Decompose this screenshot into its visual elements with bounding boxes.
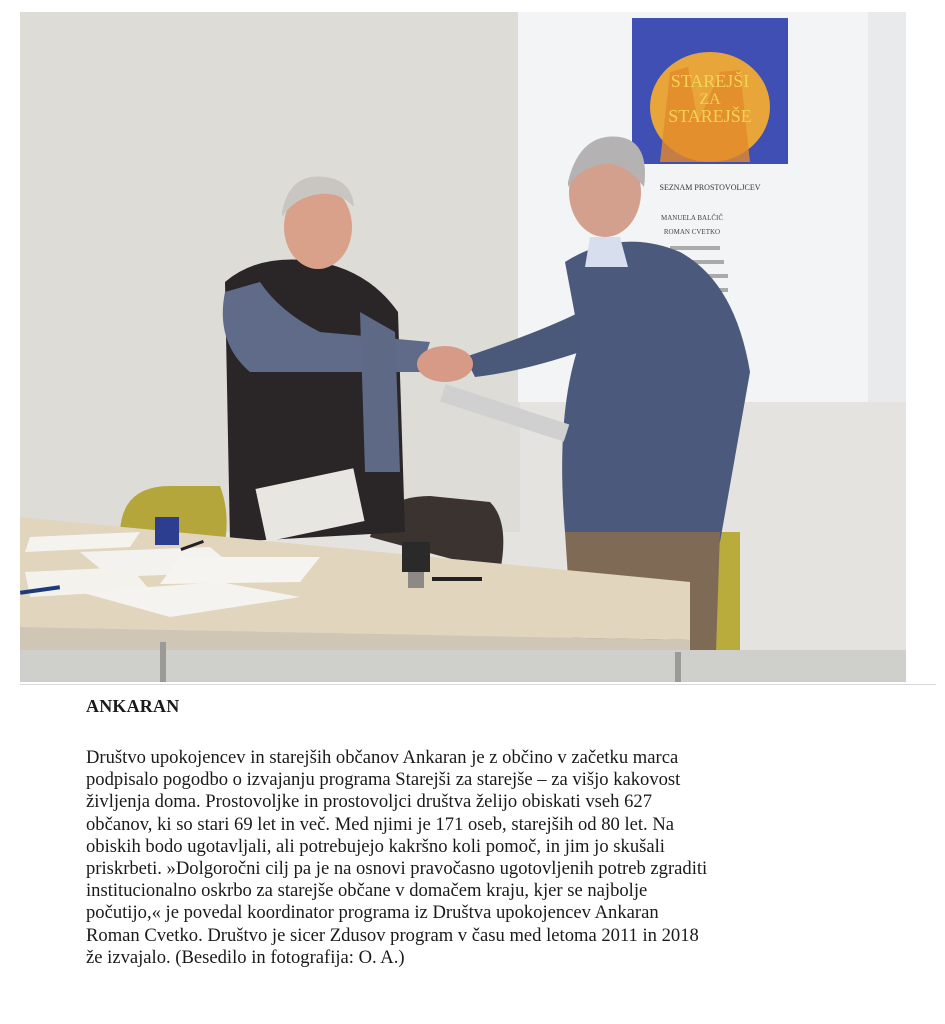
- article-line: institucionalno oskrbo za starejše občane v domačem kraju, kjer se najbolje: [86, 880, 648, 902]
- poster-title-line-2: ZA: [699, 91, 721, 108]
- poster-name-1: MANUELA BALČIČ: [660, 214, 724, 222]
- article-line: Društvo upokojencev in starejših občanov Ankaran je z občino v začetku marca: [86, 747, 679, 768]
- article-line: življenja doma. Prostovoljke in prostovoljci društva želijo obiskati vseh 627: [86, 791, 652, 813]
- article: [86, 696, 876, 969]
- article-line: priskrbeti. »Dolgoročni cilj pa je na osnovi pravočasno ugotovljenih potreb zgraditi: [86, 858, 708, 880]
- article-line: podpisalo pogodbo o izvajanju programa Starejši za starejše – za višjo kakovost: [86, 769, 681, 791]
- article-line: obiskih bodo ugotavljali, ali potrebujejo kakršno koli pomoč, in jim jo skušali: [86, 835, 665, 857]
- caption-rule: [20, 684, 936, 685]
- poster-name-2: ROMAN CVETKO: [663, 228, 721, 236]
- poster-title-line-1: STAREJŠI: [670, 71, 750, 91]
- article-line: občanov, ki so stari 69 let in več. Med njimi je 171 oseb, starejših od 80 let. Na: [86, 813, 674, 835]
- article-line: Roman Cvetko. Društvo je sicer Zdusov program v času med letoma 2011 in 2018: [86, 924, 699, 946]
- article-photo: [20, 12, 906, 682]
- poster-title-line-3: STAREJŠE: [668, 106, 752, 126]
- poster-list-heading: SEZNAM PROSTOVOLJCEV: [659, 183, 761, 192]
- article-headline: ANKARAN: [86, 696, 180, 716]
- article-body: [86, 747, 876, 969]
- article-line: že izvajalo. (Besedilo in fotografija: O. A.): [86, 946, 405, 968]
- article-line: počutijo,« je povedal koordinator programa iz Društva upokojencev Ankaran: [86, 902, 659, 924]
